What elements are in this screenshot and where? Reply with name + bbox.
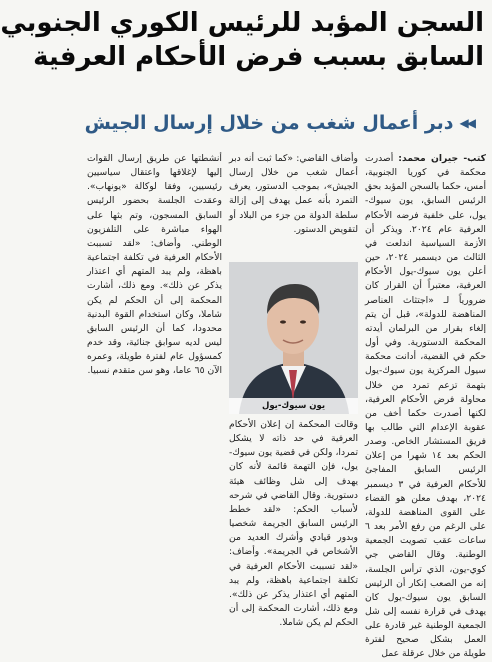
article-column-right (365, 152, 487, 660)
triangle-marker-icon: ◀◀ (459, 116, 474, 130)
column-middle-bottom-text: وقالت المحكمة إن إعلان الأحكام العرفية في حد ذاته لا يشكل تمردا، ولكن في قضية يون سيوك-يول، فإن التهمة قائمة لأنه كان يهدف إلى شل وظائف هيئة دستورية. وقال القاضي في شرحه لأسباب الحكم: «لقد خطط الرئيس السابق الجريمة شخصيا وبدور قيادي وأشرك العديد من الأشخاص في الجريمة». وأضاف: «لقد تسببت الأحكام العرفية في تكلفة اجتماعية باهظة، ولم يبد المتهم أي اعتذار يذكر عن ذلك». ومع ذلك، أشارت المحكمة إلى أن الحكم لم يكن شاملا. (229, 419, 358, 629)
subheading-text: دبر أعمال شغب من خلال إرسال الجيش (84, 112, 454, 134)
subheading (84, 112, 474, 134)
headline-line-1: السجن المؤبد للرئيس الكوري الجنوبي (0, 8, 484, 38)
article-column-middle (229, 152, 358, 629)
headline-line-2: السابق بسبب فرض الأحكام العرفية (33, 42, 484, 72)
column-right-text (365, 152, 487, 660)
photo-caption: يون سيوك-يول (229, 398, 358, 414)
column-middle-top-text: وأضاف القاضي: «كما ثبت أنه دبر أعمال شغب من خلال إرسال الجيش»، بموجب الدستور، يعرف التمرد بأنه عمل يهدف إلى إزالة سلطة الدولة من جزء من البلاد أو لتقويض الدستور. (229, 153, 358, 235)
column-right-body: أصدرت محكمة في كوريا الجنوبية، أمس، حكما بالسجن المؤبد بحق الرئيس السابق، يون سيوك-يول، على خلفية فرضه الأحكام العرفية عام ٢٠٢٤. ويذكر أن الأزمة السياسية اندلعت في الثالث من ديسمبر ٢٠٢٤، حين أعلن يون سيوك-يول الأحكام العرفية، معتبراً أن القرار كان ضرورياً لـ «اجتثاث العناصر المناهضة للدولة»، قبل أن يتم إلغاء بقرار من البرلمان أيدته المحكمة الدستورية. وفي أول حكم في القضية، أدانت محكمة سيول المركزية يون سيوك-يول بتهمة تزعم تمرد من خلال محاولة فرض الأحكام العرفية، لكنها أصدرت حكما أخف من عقوبة الإعدام التي طالب بها فريق المستشار الخاص. وصدر الحكم بعد ١٤ شهرا من إعلان الرئيس السابق المفاجئ للأحكام العرفية في ٣ ديسمبر ٢٠٢٤، بهدف معلن هو القضاء على القوى المناهضة للدولة، على الرغم من رفع الأمر بعد ٦ ساعات عقب تصويت الجمعية الوطنية. وقال القاضي جي كوي-يون، الذي ترأس الجلسة، إنه من الصعب إنكار أن الرئيس السابق يون سيوك-يول كان يهدف في قرارة نفسه إلى شل الجمعية الوطنية غير قادرة على العمل بشكل صحيح لفترة طويلة من خلال عرقلة عمل (365, 153, 486, 660)
byline: كتب- جيران محمد: (398, 153, 487, 164)
portrait-photo (229, 262, 358, 414)
headline (0, 6, 484, 74)
article-column-left (87, 152, 222, 535)
column-left-text: أنشطتها عن طريق إرسال القوات إليها لإغلاقها واعتقال سياسيين رئيسيين، وفقا لوكالة «يونهاب». وعقدت الجلسة بحضور الرئيس السابق المسجون، وتم بثها على الهواء مباشرة على التلفزيون الوطني. وأضاف: «لقد تسببت الأحكام العرفية في تكلفة اجتماعية باهظة، ولم يبد المتهم أي اعتذار يذكر عن ذلك». ومع ذلك، أشارت المحكمة إلى أن الحكم لم يكن شاملا، وكان استخدام القوة البدنية محدودا، كما أن الرئيس السابق ليس لديه سوابق جنائية، وقد خدم كمسؤول عام لفترة طويلة، وعمره الآن ٦٥ عاما، وهو سن متقدم نسبيا. (87, 153, 222, 377)
portrait-illustration (229, 262, 358, 414)
